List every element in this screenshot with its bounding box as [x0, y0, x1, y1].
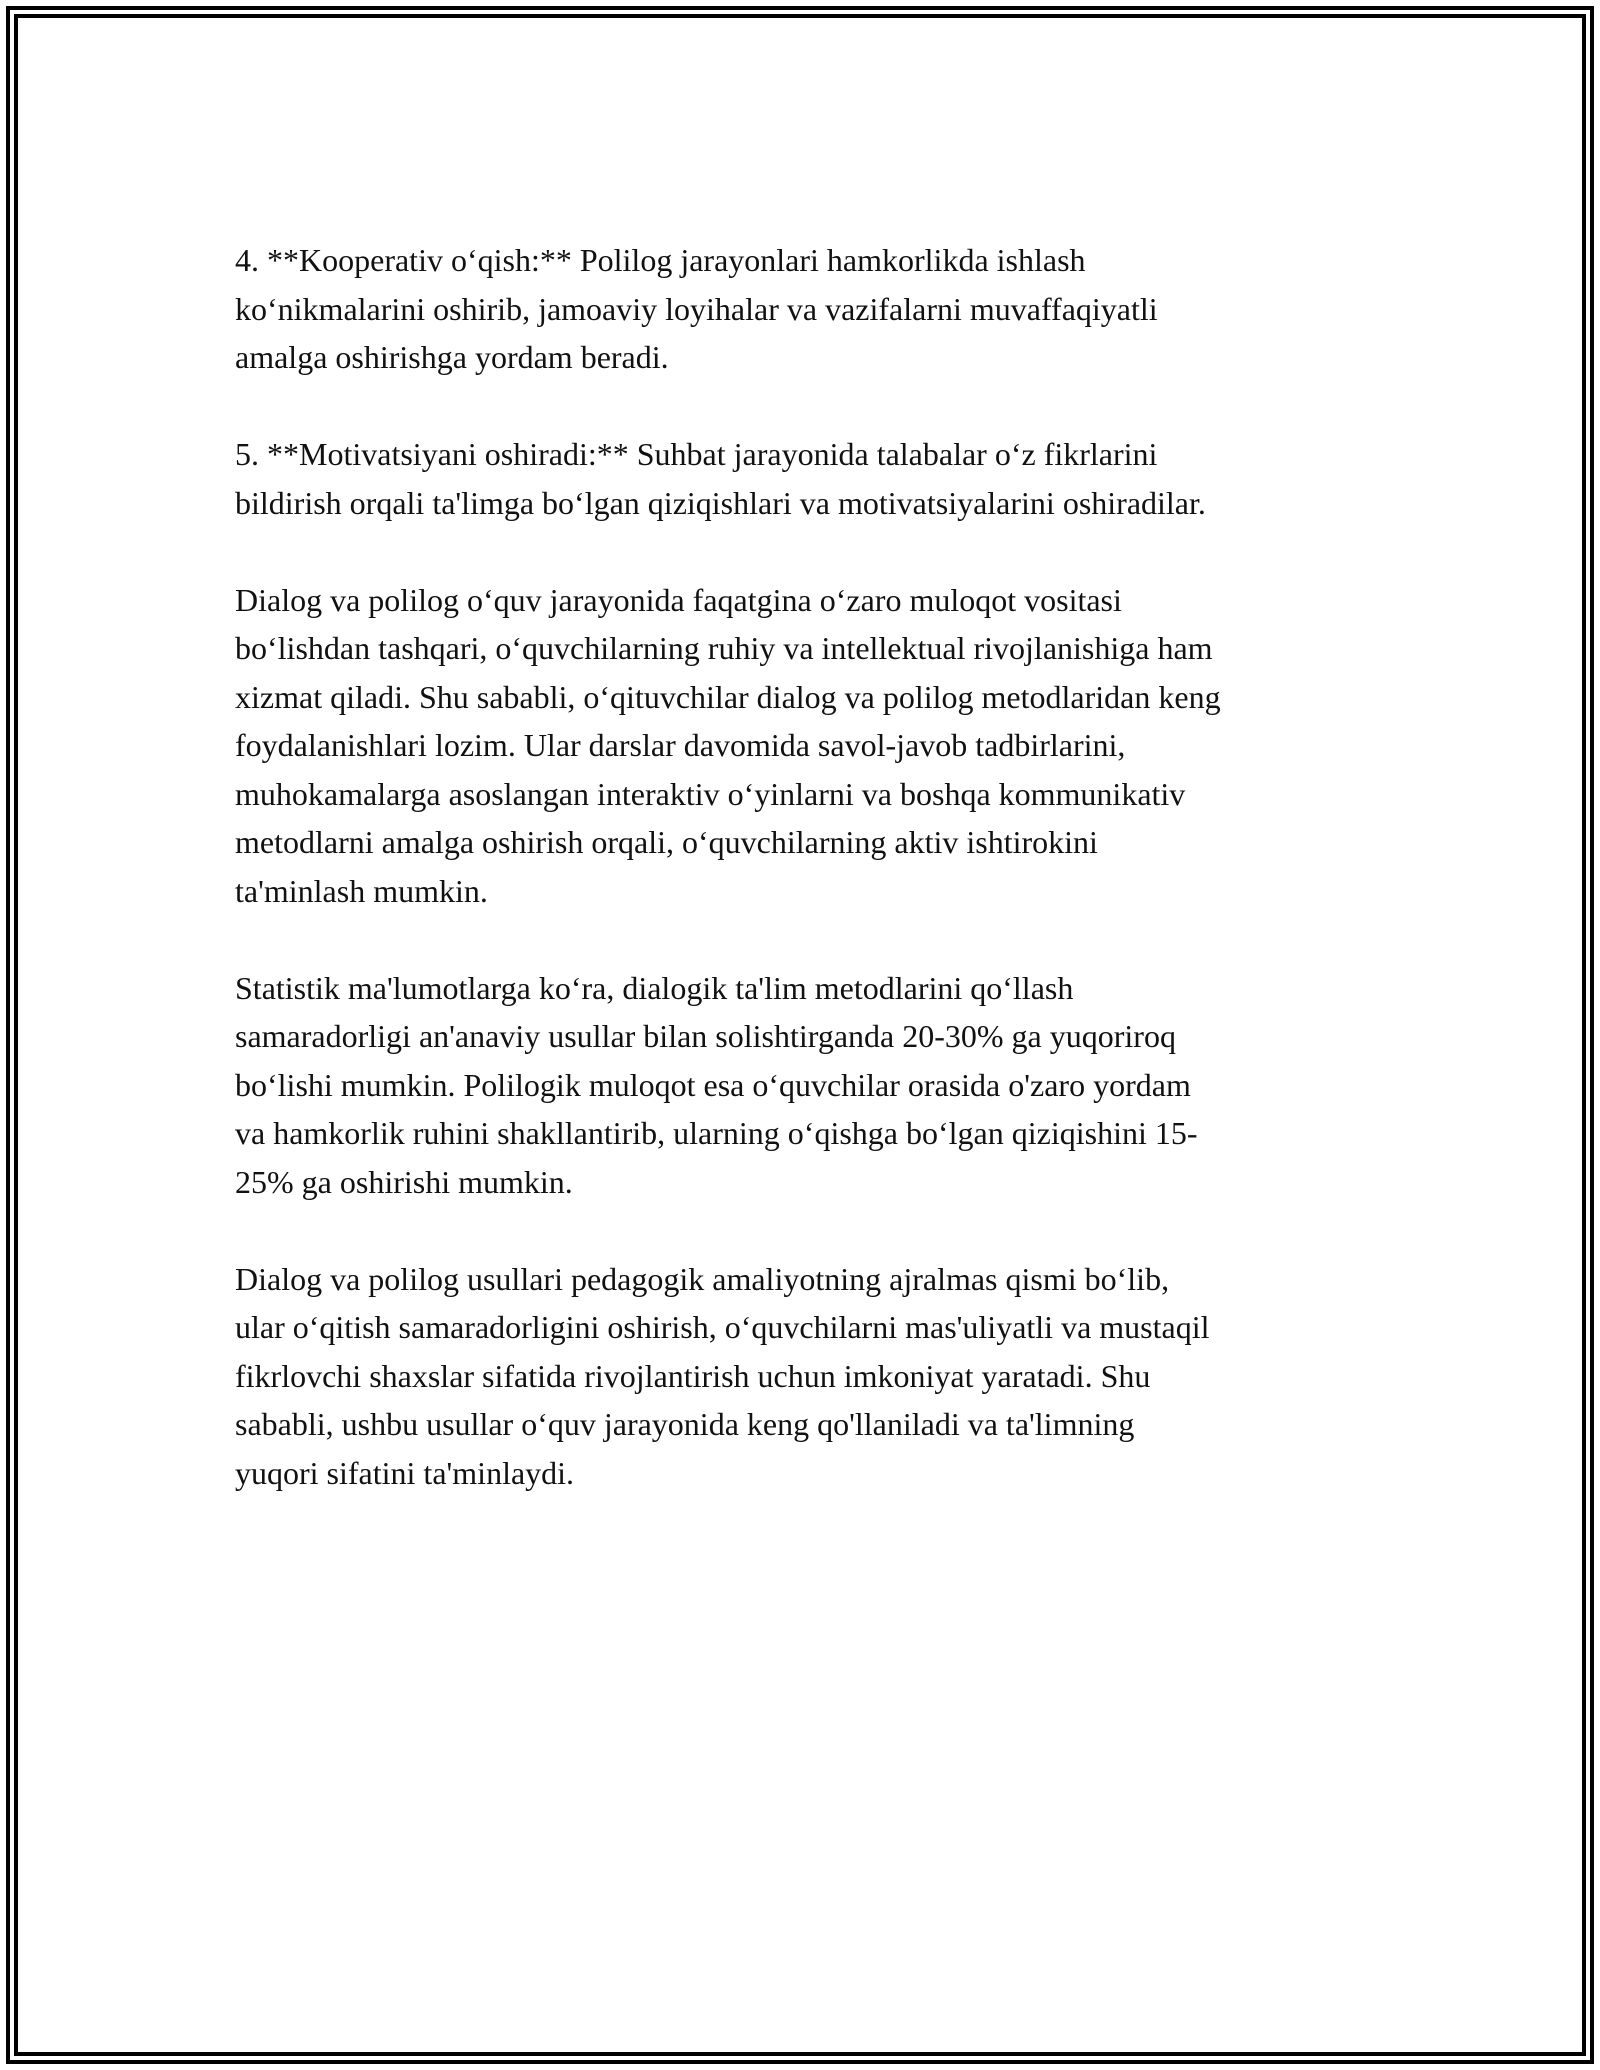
document-body — [235, 236, 1385, 1546]
paragraph-conclusion: Dialog va polilog usullari pedagogik amaliyotning ajralmas qismi bo‘lib, ular o‘qitish samaradorligini oshirish, o‘quvchilarni mas'uliyatli va mustaqil fikrlovchi shaxslar sifatida rivojlantirish uchun imkoniyat yaratadi. Shu sababli, ushbu usullar o‘quv jarayonida keng qo'llaniladi va ta'limning yuqori sifatini ta'minlaydi. — [235, 1260, 1210, 1491]
paragraph-cooperative-learning: 4. **Kooperativ o‘qish:** Polilog jarayonlari hamkorlikda ishlash ko‘nikmalarini oshirib, jamoaviy loyihalar va vazifalarni muvaffaqiyatli amalga oshirishga yordam beradi. — [235, 242, 1158, 375]
paragraph-statistics: Statistik ma'lumotlarga ko‘ra, dialogik ta'lim metodlarini qo‘llash samaradorligi an'anaviy usullar bilan solishtirganda 20-30% ga yuqoriroq bo‘lishi mumkin. Polilogik muloqot esa o‘quvchilar orasida o'zaro yordam va hamkorlik ruhini shakllantirib, ularning o‘qishga bo‘lgan qiziqishini 15- 25% ga oshirishi mumkin. — [235, 969, 1198, 1200]
paragraph-dialog-polilog-role: Dialog va polilog o‘quv jarayonida faqatgina o‘zaro muloqot vositasi bo‘lishdan tashqari, o‘quvchilarning ruhiy va intellektual rivojlanishiga ham xizmat qiladi. Shu sababli, o‘qituvchilar dialog va polilog metodlaridan keng foydalanishlari lozim. Ular darslar davomida savol-javob tadbirlarini, muhokamalarga asoslangan interaktiv o‘yinlarni va boshqa kommunikativ metodlarni amalga oshirish orqali, o‘quvchilarning aktiv ishtirokini ta'minlash mumkin. — [235, 581, 1221, 909]
paragraph-motivation: 5. **Motivatsiyani oshiradi:** Suhbat jarayonida talabalar o‘z fikrlarini bildirish orqali ta'limga bo‘lgan qiziqishlari va motivatsiyalarini oshiradilar. — [235, 436, 1206, 521]
